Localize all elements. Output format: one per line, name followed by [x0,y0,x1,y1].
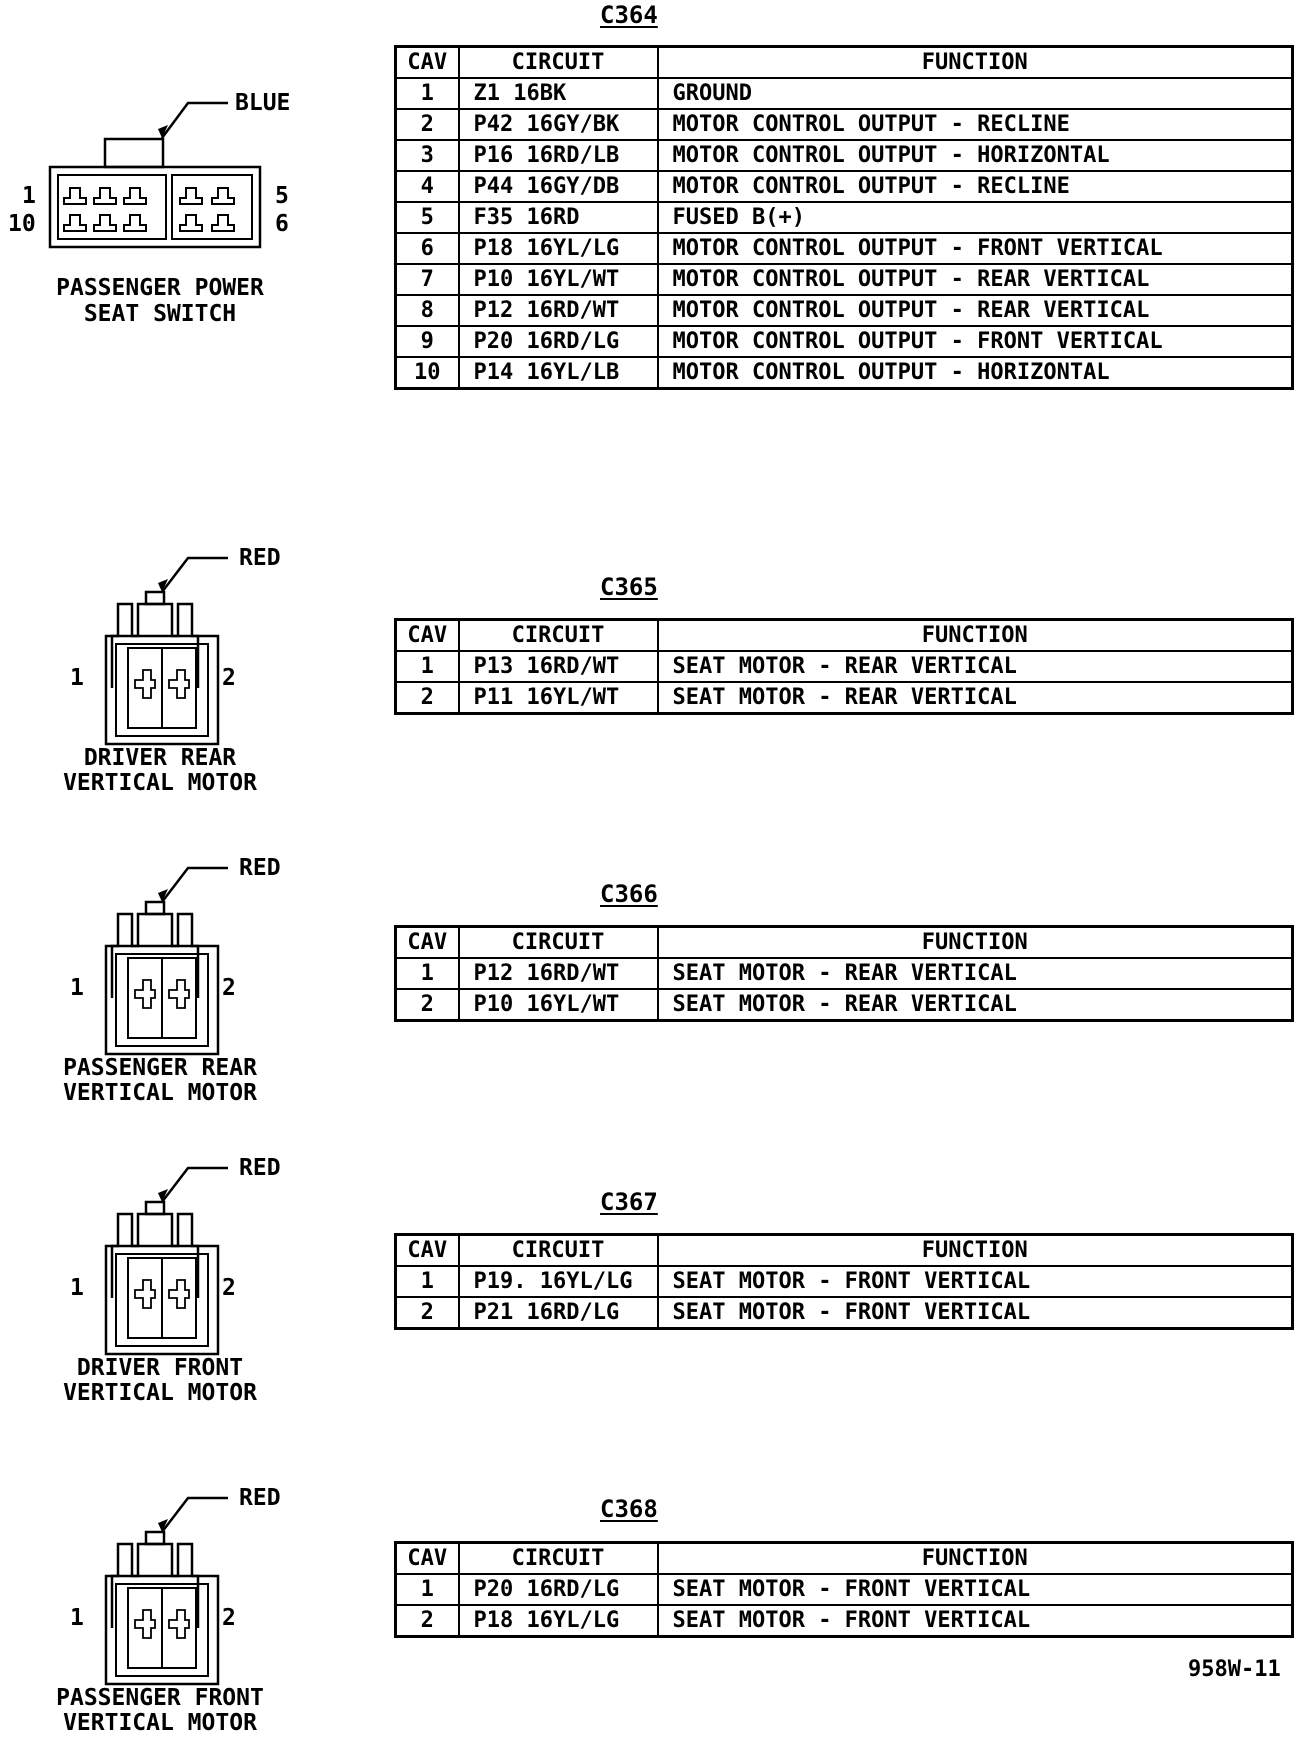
table-row [396,1605,1293,1637]
table-row [396,264,1293,295]
function-cell: GROUND [658,78,1293,109]
header-circuit: CIRCUIT [459,1235,658,1267]
circuit-cell: P10 16YL/WT [459,264,658,295]
circuit-cell: P20 16RD/LG [459,1574,658,1605]
connector-color-label: RED [239,545,281,571]
table-row [396,171,1293,202]
function-cell: SEAT MOTOR - REAR VERTICAL [658,989,1293,1021]
header-function: FUNCTION [658,1235,1293,1267]
connector-color-label: RED [239,1485,281,1511]
connector-c364-diagram [0,85,320,345]
connector-color-label: BLUE [235,90,291,116]
connector-c366-diagram [0,850,320,1110]
cav-cell: 2 [396,989,459,1021]
function-cell: MOTOR CONTROL OUTPUT - REAR VERTICAL [658,264,1293,295]
circuit-cell: P10 16YL/WT [459,989,658,1021]
function-cell: MOTOR CONTROL OUTPUT - FRONT VERTICAL [658,233,1293,264]
function-cell: SEAT MOTOR - REAR VERTICAL [658,958,1293,989]
pin-label-5: 5 [275,183,289,209]
pin-label-1: 1 [22,183,36,209]
pin-label-1: 1 [70,665,84,691]
cav-cell: 4 [396,171,459,202]
function-cell: SEAT MOTOR - FRONT VERTICAL [658,1574,1293,1605]
pin-label-1: 1 [70,1605,84,1631]
cav-cell: 1 [396,1266,459,1297]
table-row [396,1297,1293,1329]
connector-name-line2: VERTICAL MOTOR [63,1080,257,1106]
header-function: FUNCTION [658,1543,1293,1575]
circuit-cell: P20 16RD/LG [459,326,658,357]
cav-cell: 1 [396,958,459,989]
function-cell: SEAT MOTOR - FRONT VERTICAL [658,1266,1293,1297]
connector-c365-diagram [0,540,320,800]
circuit-cell: P21 16RD/LG [459,1297,658,1329]
function-cell: MOTOR CONTROL OUTPUT - REAR VERTICAL [658,295,1293,326]
connector-name-line2: SEAT SWITCH [83,301,237,327]
c366-pinout-table [394,925,1294,1022]
circuit-cell: Z1 16BK [459,78,658,109]
cav-cell: 2 [396,682,459,714]
cav-cell: 2 [396,1297,459,1329]
connector-name-line1: DRIVER REAR [83,745,237,771]
circuit-cell: P19. 16YL/LG [459,1266,658,1297]
cav-cell: 9 [396,326,459,357]
cav-cell: 2 [396,109,459,140]
pin-label-2: 2 [222,975,236,1001]
table-row [396,989,1293,1021]
connector-id-c368: C368 [600,1495,658,1523]
table-header-row [396,620,1293,652]
connector-id-c367: C367 [600,1188,658,1216]
connector-c367-diagram [0,1150,320,1410]
table-row [396,78,1293,109]
figure-id: 958W-11 [1188,1657,1281,1682]
c368-pinout-table [394,1541,1294,1638]
pin-label-10: 10 [8,211,36,237]
table-row [396,109,1293,140]
function-cell: MOTOR CONTROL OUTPUT - RECLINE [658,171,1293,202]
table-row [396,1266,1293,1297]
cav-cell: 1 [396,651,459,682]
cav-cell: 8 [396,295,459,326]
connector-name-line1: PASSENGER REAR [63,1055,257,1081]
pin-label-1: 1 [70,1275,84,1301]
table-row [396,233,1293,264]
table-header-row [396,47,1293,79]
header-circuit: CIRCUIT [459,1543,658,1575]
circuit-cell: P44 16GY/DB [459,171,658,202]
function-cell: MOTOR CONTROL OUTPUT - HORIZONTAL [658,357,1293,389]
pin-label-2: 2 [222,1605,236,1631]
header-circuit: CIRCUIT [459,927,658,959]
circuit-cell: P13 16RD/WT [459,651,658,682]
pin-label-2: 2 [222,1275,236,1301]
cav-cell: 1 [396,78,459,109]
function-cell: MOTOR CONTROL OUTPUT - RECLINE [658,109,1293,140]
table-header-row [396,927,1293,959]
circuit-cell: P12 16RD/WT [459,958,658,989]
cav-cell: 2 [396,1605,459,1637]
header-cav: CAV [396,927,459,959]
table-row [396,140,1293,171]
table-row [396,682,1293,714]
cav-cell: 6 [396,233,459,264]
circuit-cell: P16 16RD/LB [459,140,658,171]
header-cav: CAV [396,1235,459,1267]
connector-c368-diagram [0,1480,320,1740]
cav-cell: 10 [396,357,459,389]
table-row [396,651,1293,682]
table-header-row [396,1235,1293,1267]
function-cell: FUSED B(+) [658,202,1293,233]
c364-pinout-table [394,45,1294,390]
connector-name-line2: VERTICAL MOTOR [63,770,257,796]
function-cell: SEAT MOTOR - REAR VERTICAL [658,651,1293,682]
header-cav: CAV [396,620,459,652]
c365-pinout-table [394,618,1294,715]
pin-label-2: 2 [222,665,236,691]
circuit-cell: P18 16YL/LG [459,233,658,264]
table-row [396,326,1293,357]
table-row [396,1574,1293,1605]
connector-color-label: RED [239,1155,281,1181]
connector-name-line1: PASSENGER POWER [56,275,264,301]
connector-name-line2: VERTICAL MOTOR [63,1380,257,1406]
table-row [396,357,1293,389]
table-header-row [396,1543,1293,1575]
connector-id-c364: C364 [600,1,658,29]
function-cell: MOTOR CONTROL OUTPUT - FRONT VERTICAL [658,326,1293,357]
header-function: FUNCTION [658,47,1293,79]
connector-name-line1: PASSENGER FRONT [56,1685,264,1711]
circuit-cell: F35 16RD [459,202,658,233]
connector-name-line1: DRIVER FRONT [76,1355,244,1381]
circuit-cell: P12 16RD/WT [459,295,658,326]
table-row [396,958,1293,989]
header-function: FUNCTION [658,620,1293,652]
cav-cell: 5 [396,202,459,233]
c367-pinout-table [394,1233,1294,1330]
connector-name-line2: VERTICAL MOTOR [63,1710,257,1736]
connector-id-c365: C365 [600,573,658,601]
function-cell: SEAT MOTOR - REAR VERTICAL [658,682,1293,714]
connector-color-label: RED [239,855,281,881]
header-circuit: CIRCUIT [459,47,658,79]
header-cav: CAV [396,1543,459,1575]
header-function: FUNCTION [658,927,1293,959]
cav-cell: 7 [396,264,459,295]
pin-label-1: 1 [70,975,84,1001]
header-cav: CAV [396,47,459,79]
circuit-cell: P14 16YL/LB [459,357,658,389]
pin-label-6: 6 [275,211,289,237]
circuit-cell: P42 16GY/BK [459,109,658,140]
circuit-cell: P11 16YL/WT [459,682,658,714]
cav-cell: 1 [396,1574,459,1605]
header-circuit: CIRCUIT [459,620,658,652]
table-row [396,295,1293,326]
function-cell: MOTOR CONTROL OUTPUT - HORIZONTAL [658,140,1293,171]
connector-id-c366: C366 [600,880,658,908]
function-cell: SEAT MOTOR - FRONT VERTICAL [658,1297,1293,1329]
table-row [396,202,1293,233]
function-cell: SEAT MOTOR - FRONT VERTICAL [658,1605,1293,1637]
circuit-cell: P18 16YL/LG [459,1605,658,1637]
cav-cell: 3 [396,140,459,171]
